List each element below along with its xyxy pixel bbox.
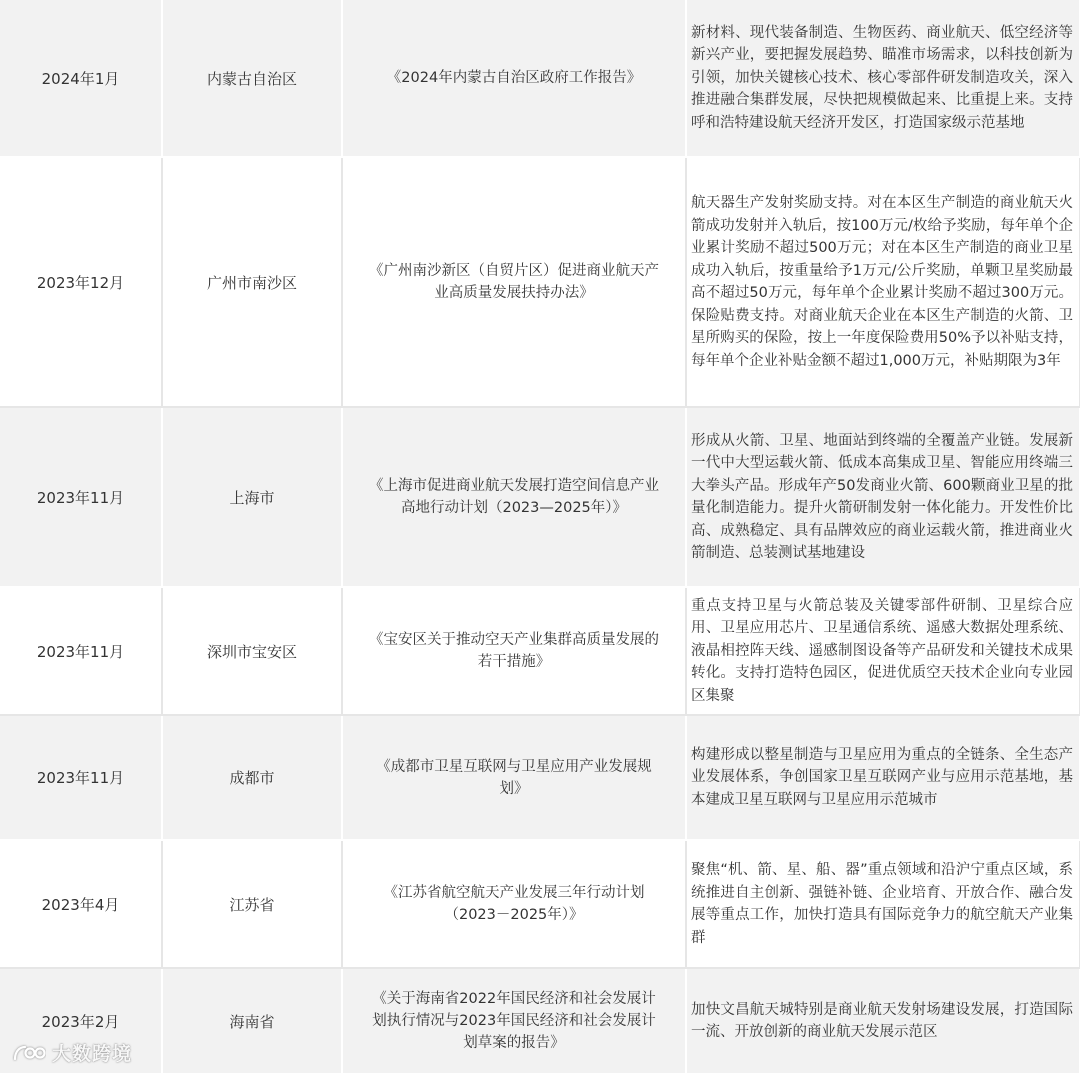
document-cell [342, 968, 686, 1074]
document-cell [342, 715, 686, 840]
document-title: 《江苏省航空航天产业发展三年行动计划（2023－2025年）》 [383, 885, 645, 923]
watermark [12, 1039, 132, 1066]
date-cell: 2023年11月 [0, 407, 162, 587]
description-text: 聚焦“机、箭、星、船、器”重点领域和沿沪宁重点区域，系统推进自主创新、强链补链、企业培育、开放合作、融合发展等重点工作，加快打造具有国际竞争力的航空航天产业集群 [691, 862, 1073, 946]
date-cell: 2023年2月 [0, 968, 162, 1074]
region-cell: 成都市 [162, 715, 342, 840]
description-cell [686, 587, 1080, 715]
document-cell [342, 407, 686, 587]
description-text: 构建形成以整星制造与卫星应用为重点的全链条、全生态产业发展体系，争创国家卫星互联网产业与应用示范基地，基本建成卫星互联网与卫星应用示范城市 [691, 746, 1073, 808]
region-cell: 江苏省 [162, 840, 342, 968]
document-title: 《成都市卫星互联网与卫星应用产业发展规划》 [376, 758, 652, 797]
brand-logo-icon [12, 1042, 46, 1064]
table-row [0, 0, 1080, 157]
document-title: 《宝安区关于推动空天产业集群高质量发展的若干措施》 [369, 632, 659, 670]
document-title: 《广州南沙新区（自贸片区）促进商业航天产业高质量发展扶持办法》 [369, 263, 659, 301]
document-title: 《上海市促进商业航天发展打造空间信息产业高地行动计划（2023—2025年）》 [369, 478, 659, 516]
document-cell [342, 157, 686, 407]
description-cell [686, 0, 1080, 157]
table-row [0, 968, 1080, 1074]
description-cell [686, 715, 1080, 840]
description-cell [686, 968, 1080, 1074]
description-text: 新材料、现代装备制造、生物医药、商业航天、低空经济等新兴产业，要把握发展趋势、瞄准市场需求，以科技创新为引领，加快关键核心技术、核心零部件研发制造攻关，深入推进融合集群发展，尽快把规模做起来、比重提上来。支持呼和浩特建设航天经济开发区，打造国家级示范基地 [691, 24, 1073, 131]
description-text: 形成从火箭、卫星、地面站到终端的全覆盖产业链。发展新一代中大型运载火箭、低成本高集成卫星、智能应用终端三大拳头产品。形成年产50发商业火箭、600颗商业卫星的批量化制造能力。提升火箭研制发射一体化能力。开发性价比高、成熟稳定、具有品牌效应的商业运载火箭，推进商业火箭制造、总装测试基地建设 [691, 432, 1073, 561]
document-cell [342, 587, 686, 715]
date-cell: 2024年1月 [0, 0, 162, 157]
region-cell: 海南省 [162, 968, 342, 1074]
description-text: 加快文昌航天城特别是商业航天发射场建设发展，打造国际一流、开放创新的商业航天发展示范区 [691, 1001, 1073, 1040]
region-cell: 上海市 [162, 407, 342, 587]
date-cell: 2023年11月 [0, 587, 162, 715]
region-cell: 深圳市宝安区 [162, 587, 342, 715]
date-cell: 2023年11月 [0, 715, 162, 840]
table-row [0, 715, 1080, 840]
description-text: 航天器生产发射奖励支持。对在本区生产制造的商业航天火箭成功发射并入轨后，按100万元/枚给予奖励，每年单个企业累计奖励不超过500万元；对在本区生产制造的商业卫星成功入轨后，按重量给予1万元/公斤奖励，单颗卫星奖励最高不超过50万元，每年单个企业累计奖励不超过300万元。保险贴费支持。对商业航天企业在本区生产制造的火箭、卫星所购买的保险，按上一年度保险费用50%予以补贴支持，每年单个企业补贴金额不超过1,000万元，补贴期限为3年 [691, 195, 1073, 369]
description-cell [686, 840, 1080, 968]
region-cell: 内蒙古自治区 [162, 0, 342, 157]
description-cell [686, 157, 1080, 407]
date-cell: 2023年12月 [0, 157, 162, 407]
watermark-text: 大数跨境 [52, 1043, 133, 1065]
region-cell: 广州市南沙区 [162, 157, 342, 407]
description-text: 重点支持卫星与火箭总装及关键零部件研制、卫星综合应用、卫星应用芯片、卫星通信系统、遥感大数据处理系统、液晶相控阵天线、遥感制图设备等产品研发和关键技术成果转化。支持打造特色园区，促进优质空天技术企业向专业园区集聚 [691, 597, 1073, 704]
document-title: 《关于海南省2022年国民经济和社会发展计划执行情况与2023年国民经济和社会发展计划草案的报告》 [372, 991, 656, 1051]
table-row [0, 840, 1080, 968]
document-cell [342, 840, 686, 968]
document-cell [342, 0, 686, 157]
table-row [0, 157, 1080, 407]
description-cell [686, 407, 1080, 587]
document-title: 《2024年内蒙古自治区政府工作报告》 [386, 70, 642, 86]
table-row [0, 587, 1080, 715]
table-row [0, 407, 1080, 587]
date-cell: 2023年4月 [0, 840, 162, 968]
